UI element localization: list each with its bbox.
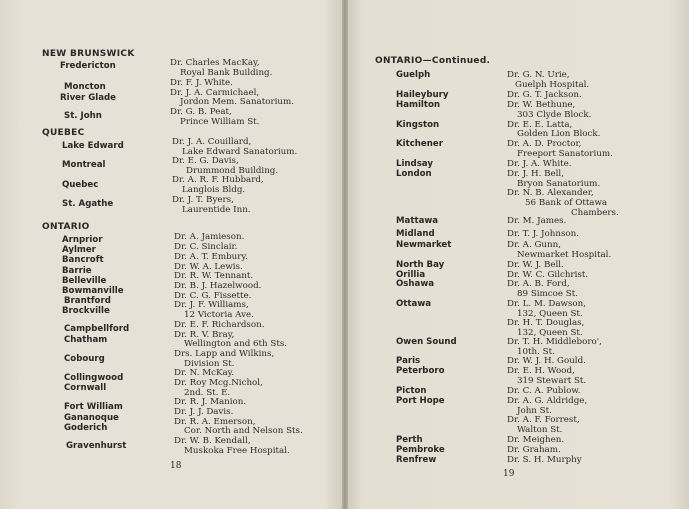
town-name: Paris xyxy=(396,356,421,366)
doctor-entry: Dr. W. J. Bell. xyxy=(507,260,564,270)
town-name: Collingwood xyxy=(64,373,124,383)
doctor-address: 132, Queen St. xyxy=(517,328,583,338)
doctor-address: Jordon Mem. Sanatorium. xyxy=(180,97,294,107)
doctor-address: John St. xyxy=(517,406,552,416)
town-name: Kingston xyxy=(396,120,440,130)
town-name: Belleville xyxy=(62,276,107,286)
town-name: Gananoque xyxy=(64,413,119,423)
doctor-entry: Dr. C. A. Publow. xyxy=(507,386,581,396)
doctor-entry: Dr. A. R. F. Hubbard, xyxy=(172,175,264,185)
doctor-entry: Dr. T. J. Johnson. xyxy=(507,229,580,239)
town-name: Bancroft xyxy=(62,255,104,265)
doctor-entry: Dr. N. McKay. xyxy=(174,368,235,378)
doctor-entry: Dr. J. T. Byers, xyxy=(172,195,234,205)
town-name: North Bay xyxy=(396,260,445,270)
section-heading: ONTARIO—Continued. xyxy=(375,56,491,66)
doctor-entry: Dr. G. T. Jackson. xyxy=(507,90,582,100)
doctor-address: Cor. North and Nelson Sts. xyxy=(184,426,303,436)
town-name: Quebec xyxy=(62,180,99,190)
doctor-address: 10th. St. xyxy=(517,347,555,357)
town-name: Montreal xyxy=(62,160,106,170)
page-number: 19 xyxy=(503,469,515,479)
doctor-entry: Drs. Lapp and Wilkins, xyxy=(174,349,275,359)
doctor-entry: Dr. A. G. Aldridge, xyxy=(507,396,588,406)
town-name: Moncton xyxy=(64,82,106,92)
doctor-entry: Dr. E. F. Richardson. xyxy=(174,320,265,330)
doctor-entry: Dr. F. J. White. xyxy=(170,78,233,88)
town-name: Renfrew xyxy=(396,455,437,465)
doctor-entry: Dr. R. J. Manion. xyxy=(174,397,247,407)
doctor-entry: Dr. E. E. Latta, xyxy=(507,120,573,130)
doctor-entry: Dr. G. N. Urie, xyxy=(507,70,570,80)
section-heading: ONTARIO xyxy=(42,222,90,232)
doctor-address: Royal Bank Building. xyxy=(180,68,273,78)
town-name: Lake Edward xyxy=(62,141,124,151)
town-name: Cobourg xyxy=(64,354,105,364)
town-name: Midland xyxy=(396,229,435,239)
doctor-entry: Dr. W. C. Gilchrist. xyxy=(507,270,589,280)
town-name: Guelph xyxy=(396,70,431,80)
doctor-address: Prince William St. xyxy=(180,117,260,127)
doctor-address: Walton St. xyxy=(517,425,563,435)
doctor-entry: Dr. W. A. Lewis. xyxy=(174,262,243,272)
doctor-entry: Dr. Roy Mcg.Nichol, xyxy=(174,378,263,388)
town-name: Perth xyxy=(396,435,423,445)
doctor-address: Lake Edward Sanatorium. xyxy=(182,147,298,157)
doctor-entry: Dr. S. H. Murphy xyxy=(507,455,582,465)
doctor-address: Wellington and 6th Sts. xyxy=(184,339,288,349)
doctor-entry: Dr. Graham. xyxy=(507,445,561,455)
doctor-entry: Dr. G. B. Peat, xyxy=(170,107,232,117)
town-name: St. Agathe xyxy=(62,199,114,209)
town-name: Bowmanville xyxy=(62,286,124,296)
doctor-entry: Dr. R. W. Tennant. xyxy=(174,271,254,281)
town-name: London xyxy=(396,169,432,179)
doctor-entry: Dr. Charles MacKay, xyxy=(170,58,260,68)
town-name: Arnprior xyxy=(62,235,103,245)
doctor-address: Drummond Building. xyxy=(186,166,279,176)
doctor-entry: Dr. A. Jamieson. xyxy=(174,232,245,242)
town-name: Port Hope xyxy=(396,396,445,406)
doctor-entry: Dr. J. J. Davis. xyxy=(174,407,234,417)
town-name: River Glade xyxy=(60,93,117,103)
doctor-entry: Dr. J. F. Williams, xyxy=(174,300,249,310)
doctor-entry: Dr. H. T. Douglas, xyxy=(507,318,585,328)
section-heading: QUEBEC xyxy=(42,128,85,138)
town-name: Gravenhurst xyxy=(66,441,127,451)
doctor-entry: Dr. J. A. Carmichael, xyxy=(170,88,260,98)
doctor-entry: Dr. R. V. Bray, xyxy=(174,330,235,340)
town-name: Mattawa xyxy=(396,216,439,226)
town-name: Haileybury xyxy=(396,90,449,100)
doctor-entry: Dr. A. Gunn, xyxy=(507,240,561,250)
doctor-entry: Dr. A. F. Forrest, xyxy=(507,415,580,425)
town-name: Picton xyxy=(396,386,427,396)
doctor-address: Golden Lion Block. xyxy=(517,129,601,139)
doctor-address: 56 Bank of Ottawa xyxy=(525,198,608,208)
doctor-entry: Dr. A. D. Proctor, xyxy=(507,139,582,149)
doctor-entry: Dr. N. B. Alexander, xyxy=(507,188,594,198)
town-name: Barrie xyxy=(62,266,92,276)
doctor-address: Chambers. xyxy=(571,208,619,218)
town-name: Goderich xyxy=(64,423,108,433)
doctor-address: 89 Simcoe St. xyxy=(517,289,578,299)
town-name: St. John xyxy=(64,111,102,121)
town-name: Owen Sound xyxy=(396,337,457,347)
doctor-entry: Dr. A. B. Ford, xyxy=(507,279,570,289)
doctor-address: Freeport Sanatorium. xyxy=(517,149,613,159)
doctor-entry: Dr. T. H. Middleboro', xyxy=(507,337,602,347)
doctor-address: Bryon Sanatorium. xyxy=(517,179,601,189)
doctor-entry: Dr. J. A. Couillard, xyxy=(172,137,252,147)
book-gutter xyxy=(342,0,348,509)
doctor-entry: Dr. Meighen. xyxy=(507,435,565,445)
doctor-address: 2nd. St. E. xyxy=(184,388,231,398)
town-name: Brockville xyxy=(62,306,110,316)
town-name: Fort William xyxy=(64,402,123,412)
page-number: 18 xyxy=(170,461,182,471)
doctor-address: 132, Queen St. xyxy=(517,309,583,319)
town-name: Pembroke xyxy=(396,445,445,455)
doctor-address: 303 Clyde Block. xyxy=(517,110,592,120)
doctor-address: Muskoka Free Hospital. xyxy=(184,446,290,456)
town-name: Cornwall xyxy=(64,383,107,393)
town-name: Brantford xyxy=(64,296,111,306)
town-name: Campbellford xyxy=(64,324,130,334)
doctor-entry: Dr. J. A. White. xyxy=(507,159,572,169)
doctor-entry: Dr. B. J. Hazelwood. xyxy=(174,281,262,291)
section-heading: NEW BRUNSWICK xyxy=(42,49,135,59)
town-name: Oshawa xyxy=(396,279,435,289)
doctor-entry: Dr. M. James. xyxy=(507,216,567,226)
doctor-entry: Dr. A. T. Embury. xyxy=(174,252,248,262)
doctor-address: Division St. xyxy=(184,359,235,369)
town-name: Hamilton xyxy=(396,100,440,110)
doctor-address: 319 Stewart St. xyxy=(517,376,587,386)
town-name: Aylmer xyxy=(62,245,96,255)
town-name: Fredericton xyxy=(60,61,116,71)
doctor-entry: Dr. C. G. Fissette. xyxy=(174,291,252,301)
town-name: Lindsay xyxy=(396,159,433,169)
doctor-entry: Dr. E. H. Wood, xyxy=(507,366,575,376)
doctor-address: 12 Victoria Ave. xyxy=(184,310,254,320)
town-name: Peterboro xyxy=(396,366,445,376)
doctor-entry: Dr. J. H. Bell, xyxy=(507,169,564,179)
town-name: Orillia xyxy=(396,270,426,280)
doctor-address: Langlois Bldg. xyxy=(182,185,246,195)
doctor-entry: Dr. R. A. Emerson, xyxy=(174,417,256,427)
doctor-entry: Dr. C. Sinclair. xyxy=(174,242,238,252)
town-name: Kitchener xyxy=(396,139,443,149)
town-name: Ottawa xyxy=(396,299,432,309)
doctor-entry: Dr. W. J. H. Gould. xyxy=(507,356,586,366)
doctor-entry: Dr. E. G. Davis, xyxy=(172,156,239,166)
town-name: Newmarket xyxy=(396,240,452,250)
right-page xyxy=(345,0,689,509)
doctor-address: Laurentide Inn. xyxy=(182,205,251,215)
doctor-entry: Dr. L. M. Dawson, xyxy=(507,299,587,309)
doctor-entry: Dr. W. Bethune, xyxy=(507,100,576,110)
doctor-address: Guelph Hospital. xyxy=(515,80,590,90)
town-name: Chatham xyxy=(64,335,108,345)
doctor-entry: Dr. W. B. Kendall, xyxy=(174,436,251,446)
doctor-address: Newmarket Hospital. xyxy=(517,250,612,260)
